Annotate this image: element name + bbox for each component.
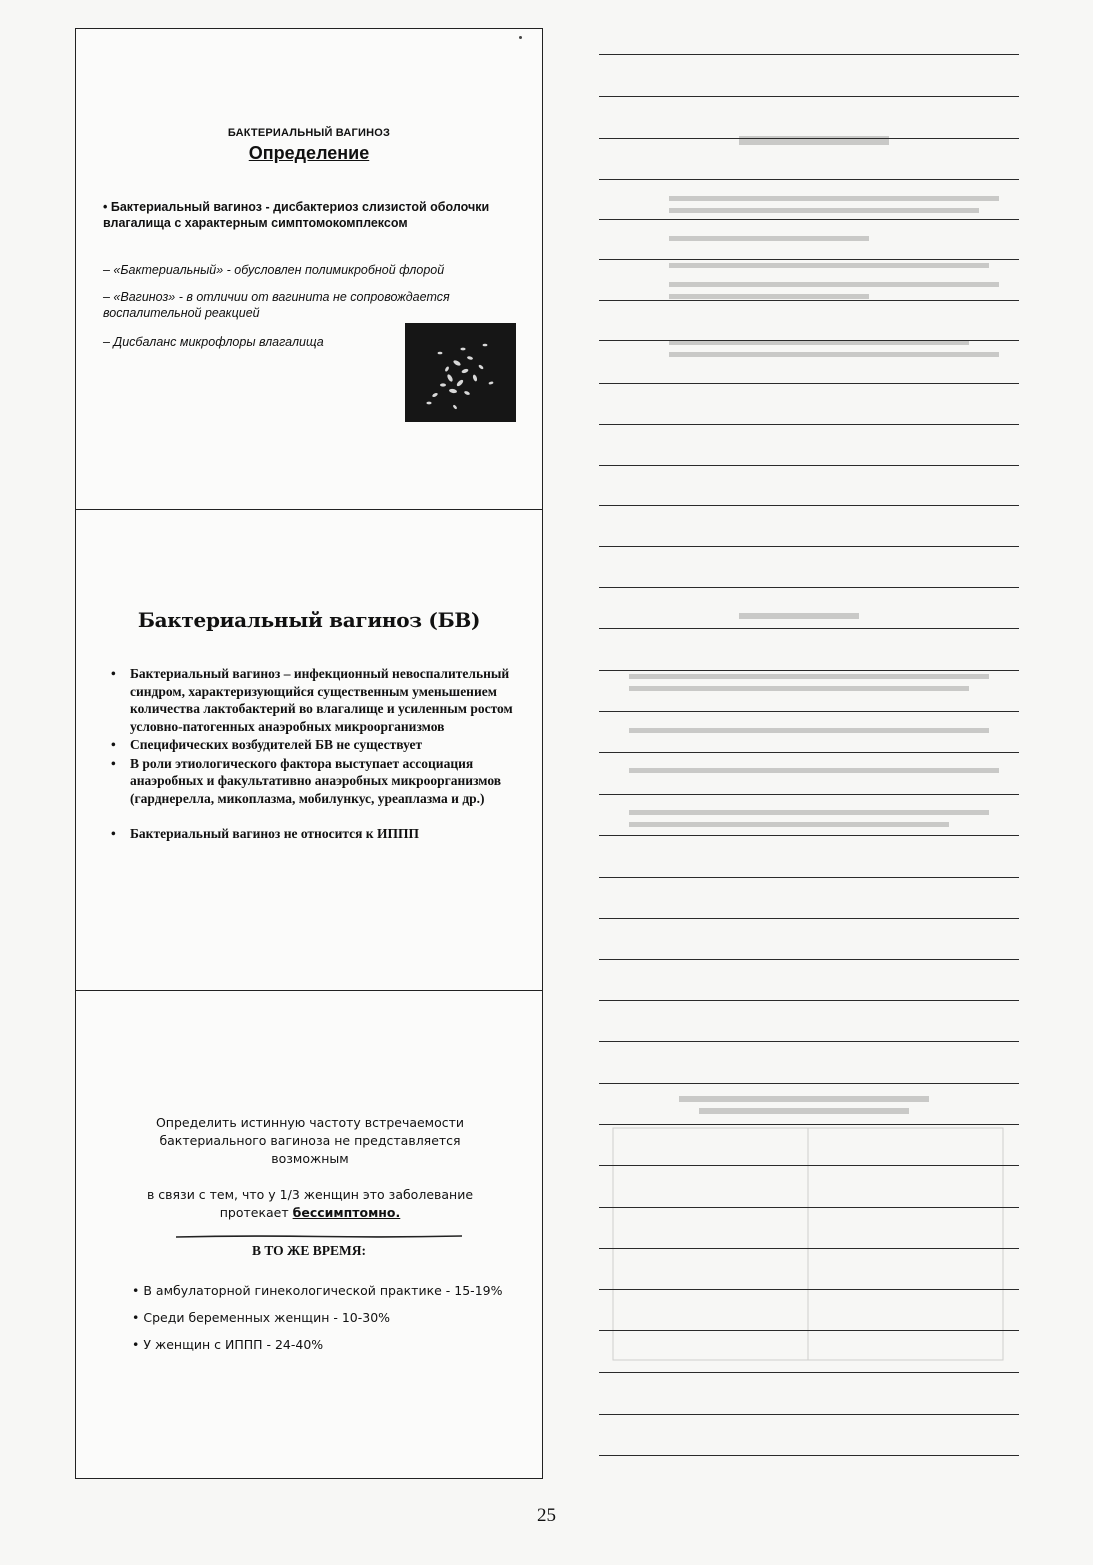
note-line — [599, 259, 1019, 260]
notes-column — [589, 28, 1027, 1468]
note-line — [599, 300, 1019, 301]
note-line — [599, 96, 1019, 97]
list-item: • У женщин с ИППП - 24-40% — [132, 1331, 532, 1358]
definition-text: • Бактериальный вагиноз - дисбактериоз слизистой оболочки влагалища с характерным симптомокомплексом — [103, 200, 490, 230]
note-line — [599, 959, 1019, 960]
note-line — [599, 877, 1019, 878]
page-number: 25 — [537, 1505, 556, 1526]
note-text: в связи с тем, что у 1/3 женщин это заболевание протекает — [146, 1187, 474, 1220]
slide-definition — [76, 29, 542, 510]
note-line — [599, 546, 1019, 547]
slide-title: Определение — [248, 143, 370, 163]
bullet-list — [109, 665, 529, 844]
note-line — [599, 1289, 1019, 1290]
note-line — [599, 628, 1019, 629]
note-line — [599, 465, 1019, 466]
note-line — [599, 179, 1019, 180]
note-line — [599, 138, 1019, 139]
section-heading: В ТО ЖЕ ВРЕМЯ: — [251, 1243, 367, 1258]
note-line — [599, 1124, 1019, 1125]
note-line — [599, 1207, 1019, 1208]
definition-point: – «Бактериальный» - обусловлен полимикробной флорой — [103, 263, 445, 277]
note-line — [599, 383, 1019, 384]
note-line — [599, 1083, 1019, 1084]
note-line — [599, 1248, 1019, 1249]
note-line — [599, 711, 1019, 712]
note-line — [599, 835, 1019, 836]
note-line — [599, 1372, 1019, 1373]
stats-list — [132, 1277, 532, 1358]
note-line — [599, 219, 1019, 220]
list-item: • Специфических возбудителей БВ не существует — [109, 736, 529, 754]
prevalence-note — [140, 1186, 480, 1222]
note-line — [599, 505, 1019, 506]
list-item: • Бактериальный вагиноз – инфекционный невоспалительный синдром, характеризующийся существенным уменьшением количества лактобактерий во влагалище и усиленным ростом условно-патогенных анаэробных микроорганизмов — [109, 665, 529, 735]
note-line — [599, 340, 1019, 341]
microscopy-image — [405, 323, 516, 422]
list-item: • Среди беременных женщин - 10-30% — [132, 1304, 532, 1331]
list-item: • Бактериальный вагиноз не относится к ИППП — [109, 825, 529, 843]
note-line — [599, 1330, 1019, 1331]
note-line — [599, 670, 1019, 671]
note-line — [599, 918, 1019, 919]
slide-supertitle: БАКТЕРИАЛЬНЫЙ ВАГИНОЗ — [227, 127, 391, 139]
definition-point: – Дисбаланс микрофлоры влагалища — [103, 335, 324, 349]
list-item: • В роли этиологического фактора выступает ассоциация анаэробных и факультативно анаэробных микроорганизмов (гарднерелла, микоплазма, мобилункус, уреаплазма и др.) — [109, 755, 529, 808]
note-line — [599, 1414, 1019, 1415]
slide-title: Бактериальный вагиноз (БВ) — [137, 608, 481, 632]
note-line — [599, 54, 1019, 55]
note-line — [599, 1041, 1019, 1042]
note-line — [599, 1000, 1019, 1001]
definition-point: – «Вагиноз» - в отличии от вагинита не сопровождается воспалительной реакцией — [103, 290, 450, 320]
divider-rule — [176, 1235, 462, 1238]
list-item: • В амбулаторной гинекологической практике - 15-19% — [132, 1277, 532, 1304]
note-line — [599, 794, 1019, 795]
slide-bv-overview — [76, 510, 542, 991]
note-line — [599, 1165, 1019, 1166]
note-line — [599, 424, 1019, 425]
slides-column — [75, 28, 543, 1479]
note-emphasis: бессимптомно. — [292, 1205, 401, 1220]
dust-speck — [519, 36, 522, 39]
prevalence-intro: Определить истинную частоту встречаемости бактериального вагиноза не представляется возможным — [155, 1115, 465, 1166]
note-line — [599, 1455, 1019, 1456]
note-line — [599, 587, 1019, 588]
bleed-through-ghost — [589, 28, 1027, 1468]
note-line — [599, 752, 1019, 753]
slide-prevalence — [76, 991, 542, 1478]
